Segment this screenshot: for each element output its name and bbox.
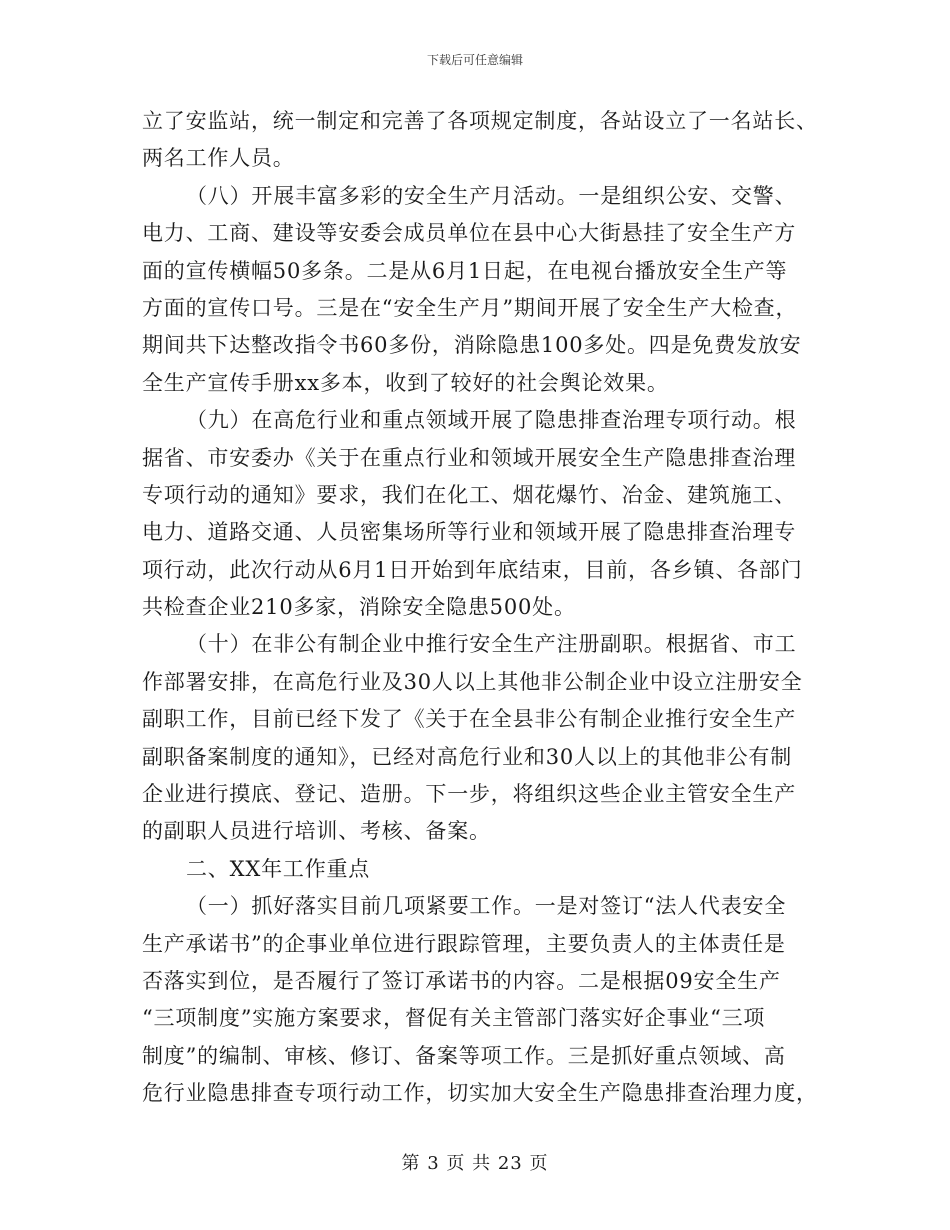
- body-text-line: 否落实到位，是否履行了签订承诺书的内容。二是根据09安全生产: [142, 968, 781, 993]
- body-text-line: 项行动，此次行动从6月1日开始到年底结束，目前，各乡镇、各部门: [142, 557, 803, 582]
- body-text-line: 期间共下达整改指令书60多份，消除隐患100多处。四是免费发放安: [142, 333, 802, 358]
- body-text-line: 危行业隐患排查专项行动工作，切实加大安全生产隐患排查治理力度，: [142, 1081, 818, 1106]
- page-number-footer: 第 3 页 共 23 页: [401, 1153, 549, 1174]
- document-body: [142, 103, 818, 1113]
- body-text-line: 副职备案制度的通知》，已经对高危行业和30人以上的其他非公有制: [142, 744, 793, 769]
- body-text-line: 二、XX年工作重点: [186, 856, 371, 881]
- body-text-line: （九）在高危行业和重点领域开展了隐患排查治理专项行动。根: [186, 408, 797, 433]
- body-text-line: 专项行动的通知》要求，我们在化工、烟花爆竹、冶金、建筑施工、: [142, 482, 796, 507]
- body-text-line: 生产承诺书”的企事业单位进行跟踪管理，主要负责人的主体责任是: [142, 931, 786, 956]
- body-text-line: 面的宣传横幅50多条。二是从6月1日起，在电视台播放安全生产等: [142, 258, 788, 283]
- body-text-line: 电力、工商、建设等安委会成员单位在县中心大街悬挂了安全生产方: [142, 221, 796, 246]
- body-text-line: 的副职人员进行培训、考核、备案。: [142, 819, 491, 844]
- body-text-line: 方面的宣传口号。三是在“安全生产月”期间开展了安全生产大检查，: [142, 295, 798, 320]
- body-text-line: 两名工作人员。: [142, 146, 295, 171]
- body-text-line: （八）开展丰富多彩的安全生产月活动。一是组织公安、交警、: [186, 183, 797, 208]
- body-text-line: （一）抓好落实目前几项紧要工作。一是对签订“法人代表安全: [186, 894, 787, 919]
- header-note: 下载后可任意编辑: [426, 53, 523, 67]
- body-text-line: 全生产宣传手册xx多本，收到了较好的社会舆论效果。: [142, 370, 669, 395]
- body-text-line: “三项制度”实施方案要求，督促有关主管部门落实好企事业“三项: [142, 1006, 766, 1031]
- body-text-line: 副职工作，目前已经下发了《关于在全县非公有制企业推行安全生产: [142, 707, 796, 732]
- body-text-line: 作部署安排，在高危行业及30人以上其他非公制企业中设立注册安全: [142, 669, 803, 694]
- body-text-line: 共检查企业210多家，消除安全隐患500处。: [142, 595, 576, 620]
- body-text-line: 电力、道路交通、人员密集场所等行业和领域开展了隐患排查治理专: [142, 520, 796, 545]
- body-text-line: 立了安监站，统一制定和完善了各项规定制度，各站设立了一名站长、: [142, 109, 818, 133]
- body-text-line: 制度”的编制、审核、修订、备案等项工作。三是抓好重点领域、高: [142, 1043, 786, 1068]
- body-text-line: 据省、市安委办《关于在重点行业和领域开展安全生产隐患排查治理: [142, 445, 796, 470]
- body-text-line: （十）在非公有制企业中推行安全生产注册副职。根据省、市工: [186, 632, 797, 657]
- body-text-line: 企业进行摸底、登记、造册。下一步，将组织这些企业主管安全生产: [142, 782, 796, 807]
